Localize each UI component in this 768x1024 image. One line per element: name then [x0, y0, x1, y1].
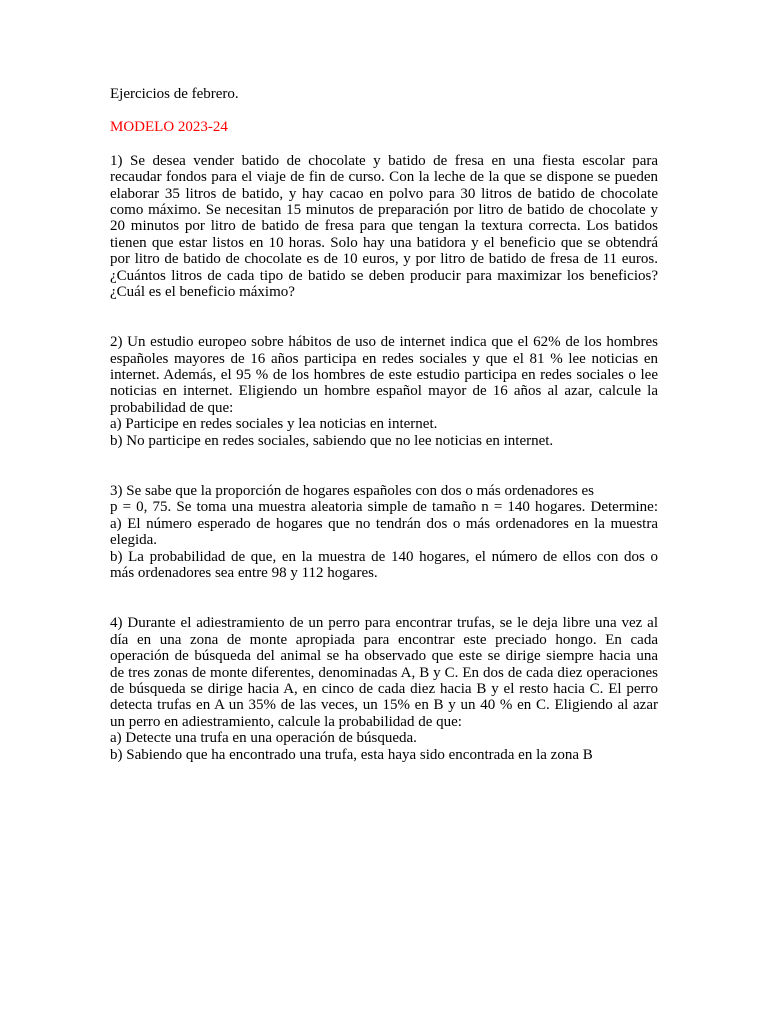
- exercise-line: de tres zonas de monte diferentes, denominadas A, B y C. En dos de cada diez operaciones: [110, 664, 658, 681]
- exercise-line: a) El número esperado de hogares que no tendrán dos o más ordenadores en la muestra: [110, 515, 658, 532]
- exercise-line: ¿Cuántos litros de cada tipo de batido se deben producir para maximizar los beneficios?: [110, 267, 658, 284]
- exercise-1: [110, 153, 658, 301]
- exercise-line: tienen que estar listos en 10 horas. Solo hay una batidora y el beneficio que se obtendrá: [110, 234, 658, 251]
- exercise-line: 3) Se sabe que la proporción de hogares españoles con dos o más ordenadores es: [110, 483, 595, 500]
- exercise-line: b) Sabiendo que ha encontrado una trufa, esta haya sido encontrada en la zona B: [110, 746, 593, 763]
- model-label: MODELO 2023-24: [110, 119, 228, 136]
- document-heading: Ejercicios de febrero.: [110, 86, 239, 102]
- exercise-line: b) No participe en redes sociales, sabiendo que no lee noticias en internet.: [110, 432, 554, 449]
- exercise-line: probabilidad de que:: [110, 399, 234, 416]
- exercise-line: detecta trufas en A un 35% de las veces, un 15% en B y un 40 % en C. Eligiendo al azar: [110, 697, 658, 714]
- exercise-line: como máximo. Se necesitan 15 minutos de preparación por litro de batido de chocolate y: [110, 201, 658, 218]
- exercise-line: por litro de batido de chocolate es de 10 euros, y por litro de batido de fresa de 11 euros.: [110, 251, 658, 268]
- exercise-line: elegida.: [110, 532, 158, 549]
- exercise-2: [110, 334, 658, 449]
- exercise-line: un perro en adiestramiento, calcule la probabilidad de que:: [110, 713, 462, 730]
- exercise-line: 2) Un estudio europeo sobre hábitos de uso de internet indica que el 62% de los hombres: [110, 334, 658, 351]
- exercise-line: de búsqueda se dirige hacia A, en cinco de cada diez hacia B y el resto hacia C. El perro: [110, 680, 658, 697]
- exercise-line: 20 minutos por litro de batido de fresa para que tengan la textura correcta. Los batidos: [110, 218, 658, 235]
- exercise-line: día en una zona de monte apropiada para encontrar este preciado hongo. En cada: [110, 631, 658, 648]
- exercise-line: internet. Además, el 95 % de los hombres de este estudio participa en redes sociales o lee: [110, 367, 658, 384]
- exercise-line: elaborar 35 litros de batido, y hay cacao en polvo para 30 litros de batido de chocolate: [110, 185, 658, 202]
- exercise-line: ¿Cuál es el beneficio máximo?: [110, 283, 295, 300]
- document-page: [110, 86, 658, 763]
- exercise-line: recaudar fondos para el viaje de fin de curso. Con la leche de la que se dispone se pueden: [110, 169, 658, 186]
- exercise-line: b) La probabilidad de que, en la muestra de 140 hogares, el número de ellos con dos o: [110, 548, 658, 565]
- exercise-line: más ordenadores sea entre 98 y 112 hogares.: [110, 564, 378, 581]
- exercise-line: 4) Durante el adiestramiento de un perro para encontrar trufas, se le deja libre una vez al: [110, 615, 658, 632]
- exercise-line: 1) Se desea vender batido de chocolate y batido de fresa en una fiesta escolar para: [110, 152, 658, 169]
- exercise-line: noticias en internet. Eligiendo un hombre español mayor de 16 años al azar, calcule la: [110, 383, 658, 400]
- exercise-line: a) Detecte una trufa en una operación de búsqueda.: [110, 730, 417, 747]
- exercise-line: operación de búsqueda del animal se ha observado que este se dirige siempre hacia una: [110, 648, 658, 665]
- exercise-4: [110, 615, 658, 763]
- exercise-line: p = 0, 75. Se toma una muestra aleatoria simple de tamaño n = 140 hogares. Determine:: [110, 499, 658, 516]
- exercise-3: [110, 483, 658, 581]
- exercise-line: a) Participe en redes sociales y lea noticias en internet.: [110, 416, 438, 433]
- exercise-line: españoles mayores de 16 años participa en redes sociales y que el 81 % lee noticias en: [110, 350, 658, 367]
